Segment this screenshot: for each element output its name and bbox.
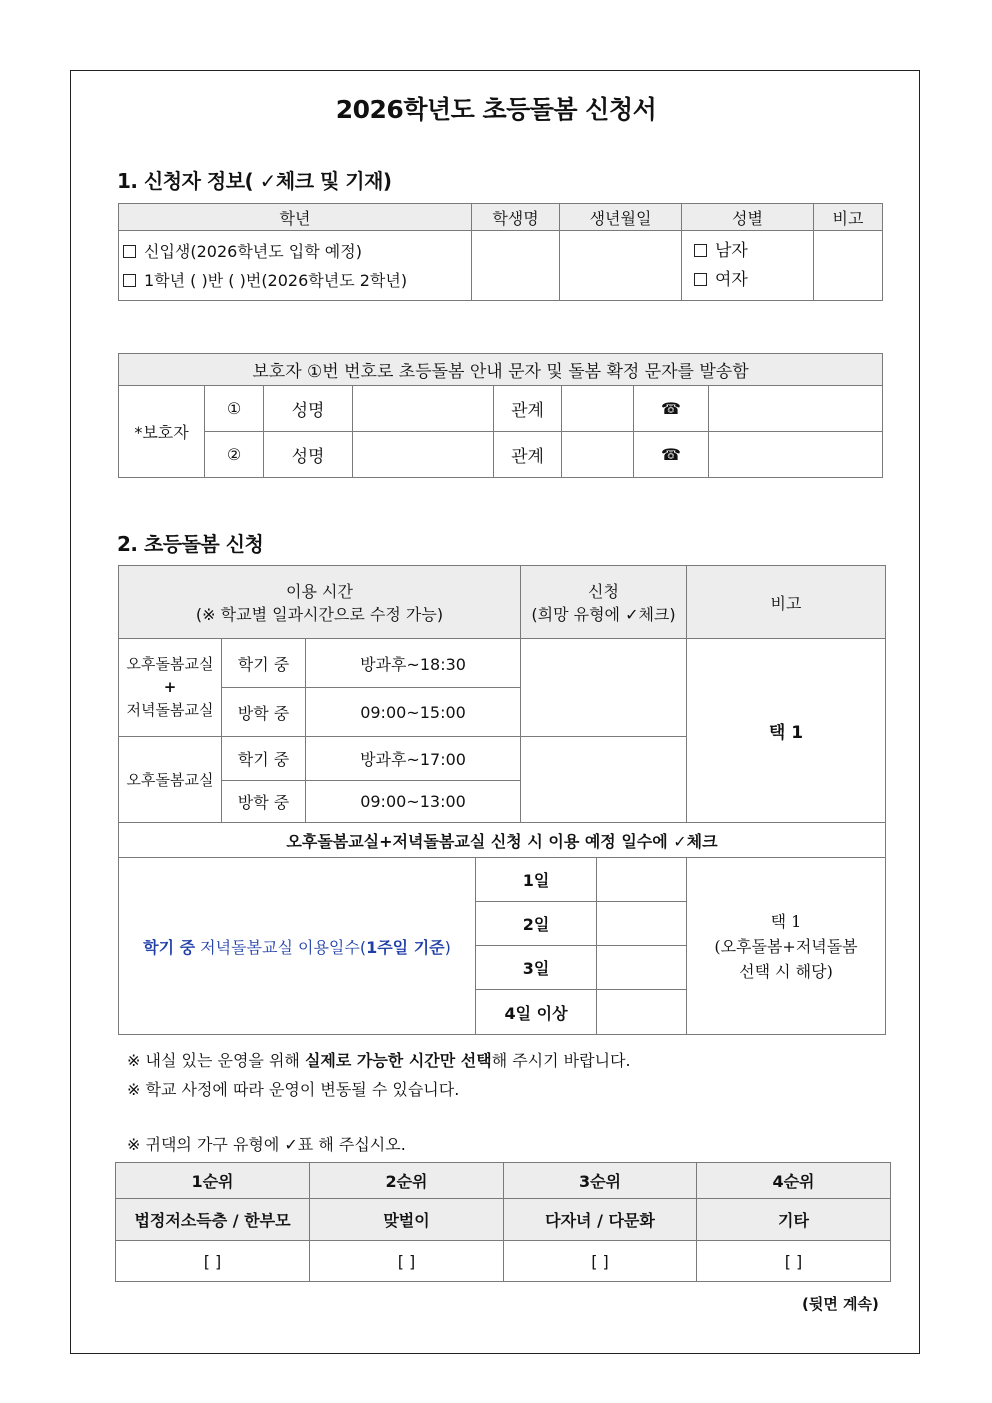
household-table bbox=[115, 1162, 891, 1282]
type-dual-income: 맞벌이 bbox=[310, 1199, 504, 1241]
birthdate-input[interactable] bbox=[560, 231, 682, 301]
p2-period-vacation: 방학 중 bbox=[222, 781, 306, 823]
usage-time-note: (※ 학교별 일과시간으로 수정 가능) bbox=[195, 605, 444, 624]
p1-period-vacation: 방학 중 bbox=[222, 688, 306, 737]
days-table bbox=[118, 822, 886, 1035]
apply-note: (희망 유형에 ✓체크) bbox=[531, 605, 676, 624]
rank-1: 1순위 bbox=[116, 1163, 310, 1199]
header-remarks: 비고 bbox=[814, 204, 883, 231]
guardian2-number: ② bbox=[205, 432, 264, 478]
days-header: 오후돌봄교실+저녁돌봄교실 신청 시 이용 예정 일수에 ✓체크 bbox=[119, 823, 886, 858]
page-title: 2026학년도 초등돌봄 신청서 bbox=[335, 95, 657, 124]
guardian-header: 보호자 ①번 번호로 초등돌봄 안내 문자 및 돌봄 확정 문자를 발송함 bbox=[119, 354, 883, 386]
days-note-line2: (오후돌봄+저녁돌봄 bbox=[714, 936, 858, 956]
guardian2-phone-input[interactable] bbox=[709, 432, 883, 478]
guardian-label: *보호자 bbox=[119, 386, 205, 478]
program1-line2: 저녁돌봄교실 bbox=[126, 701, 214, 719]
day-option-3: 3일 bbox=[476, 946, 597, 990]
days-label-c: 1주일 기준 bbox=[366, 937, 445, 957]
student-name-input[interactable] bbox=[472, 231, 560, 301]
rank-2: 2순위 bbox=[310, 1163, 504, 1199]
day-check-4[interactable] bbox=[597, 990, 687, 1035]
mark-1[interactable]: [ ] bbox=[116, 1241, 310, 1282]
note-1 bbox=[127, 1048, 631, 1071]
program-afternoon: 오후돌봄교실 bbox=[119, 737, 222, 823]
type-other: 기타 bbox=[697, 1199, 891, 1241]
note-1b: 실제로 가능한 시간만 선택 bbox=[304, 1051, 492, 1070]
checkbox-male[interactable] bbox=[694, 244, 707, 257]
phone-icon: ☎ bbox=[634, 386, 709, 432]
day-option-2: 2일 bbox=[476, 902, 597, 946]
grade-cell bbox=[119, 231, 472, 301]
days-label-a: 학기 중 bbox=[143, 937, 196, 957]
note-1a: ※ 내실 있는 운영을 위해 bbox=[127, 1051, 305, 1070]
guardian1-name-input[interactable] bbox=[353, 386, 494, 432]
guardian2-relation-input[interactable] bbox=[562, 432, 634, 478]
section1-heading: 1. 신청자 정보( ✓체크 및 기재) bbox=[117, 169, 392, 193]
apply-check-program2[interactable] bbox=[521, 737, 687, 823]
checkbox-female[interactable] bbox=[694, 273, 707, 286]
phone-icon: ☎ bbox=[634, 432, 709, 478]
header-birthdate: 생년월일 bbox=[560, 204, 682, 231]
gender-male-label: 남자 bbox=[715, 240, 748, 261]
mark-3[interactable]: [ ] bbox=[504, 1241, 697, 1282]
rank-4: 4순위 bbox=[697, 1163, 891, 1199]
gender-female-label: 여자 bbox=[715, 269, 748, 290]
guardian-table bbox=[118, 353, 883, 478]
days-label-d: ) bbox=[444, 937, 451, 957]
section2-heading: 2. 초등돌봄 신청 bbox=[117, 532, 264, 556]
grade-option-first: 1학년 ( )반 ( )번(2026학년도 2학년) bbox=[144, 270, 408, 290]
checkbox-new-student[interactable] bbox=[123, 245, 136, 258]
program1-line1: 오후돌봄교실 bbox=[126, 655, 214, 673]
header-grade: 학년 bbox=[119, 204, 472, 231]
continued-note: (뒷면 계속) bbox=[802, 1295, 879, 1313]
gender-cell bbox=[682, 231, 814, 301]
days-note-line3: 선택 시 해당) bbox=[739, 961, 833, 981]
days-label bbox=[119, 858, 476, 1035]
usage-time-header bbox=[119, 566, 521, 639]
grade-option-new: 신입생(2026학년도 입학 예정) bbox=[144, 241, 362, 261]
p2-time-term: 방과후~17:00 bbox=[306, 737, 521, 781]
checkbox-first-grade[interactable] bbox=[123, 274, 136, 287]
mark-2[interactable]: [ ] bbox=[310, 1241, 504, 1282]
usage-time-title: 이용 시간 bbox=[286, 582, 353, 601]
p2-time-vacation: 09:00~13:00 bbox=[306, 781, 521, 823]
guardian1-relation-input[interactable] bbox=[562, 386, 634, 432]
care-schedule-table bbox=[118, 565, 886, 823]
mark-4[interactable]: [ ] bbox=[697, 1241, 891, 1282]
day-check-2[interactable] bbox=[597, 902, 687, 946]
choose-one-note: 택 1 bbox=[687, 639, 886, 823]
note-3: ※ 귀댁의 가구 유형에 ✓표 해 주십시오. bbox=[127, 1135, 406, 1154]
program-afternoon-evening bbox=[119, 639, 222, 737]
apply-check-program1[interactable] bbox=[521, 639, 687, 737]
day-option-1: 1일 bbox=[476, 858, 597, 902]
p1-period-term: 학기 중 bbox=[222, 639, 306, 688]
remarks-input[interactable] bbox=[814, 231, 883, 301]
guardian2-name-label: 성명 bbox=[264, 432, 353, 478]
guardian1-relation-label: 관계 bbox=[494, 386, 562, 432]
guardian1-phone-input[interactable] bbox=[709, 386, 883, 432]
guardian1-number: ① bbox=[205, 386, 264, 432]
p1-time-term: 방과후~18:30 bbox=[306, 639, 521, 688]
days-note-line1: 택 1 bbox=[770, 911, 802, 931]
days-label-b: 저녁돌봄교실 이용일수( bbox=[195, 937, 367, 957]
applicant-table bbox=[118, 203, 883, 301]
program1-plus: + bbox=[163, 678, 177, 696]
guardian2-name-input[interactable] bbox=[353, 432, 494, 478]
rank-3: 3순위 bbox=[504, 1163, 697, 1199]
apply-title: 신청 bbox=[588, 582, 619, 601]
apply-header bbox=[521, 566, 687, 639]
type-multi-child: 다자녀 / 다문화 bbox=[504, 1199, 697, 1241]
day-check-3[interactable] bbox=[597, 946, 687, 990]
note-1c: 해 주시기 바랍니다. bbox=[491, 1051, 631, 1070]
note-2: ※ 학교 사정에 따라 운영이 변동될 수 있습니다. bbox=[127, 1080, 460, 1099]
day-check-1[interactable] bbox=[597, 858, 687, 902]
header-student-name: 학생명 bbox=[472, 204, 560, 231]
guardian1-name-label: 성명 bbox=[264, 386, 353, 432]
header-gender: 성별 bbox=[682, 204, 814, 231]
type-low-income: 법정저소득층 / 한부모 bbox=[116, 1199, 310, 1241]
p2-period-term: 학기 중 bbox=[222, 737, 306, 781]
days-note bbox=[687, 858, 886, 1035]
day-option-4: 4일 이상 bbox=[476, 990, 597, 1035]
remarks-header: 비고 bbox=[687, 566, 886, 639]
p1-time-vacation: 09:00~15:00 bbox=[306, 688, 521, 737]
guardian2-relation-label: 관계 bbox=[494, 432, 562, 478]
